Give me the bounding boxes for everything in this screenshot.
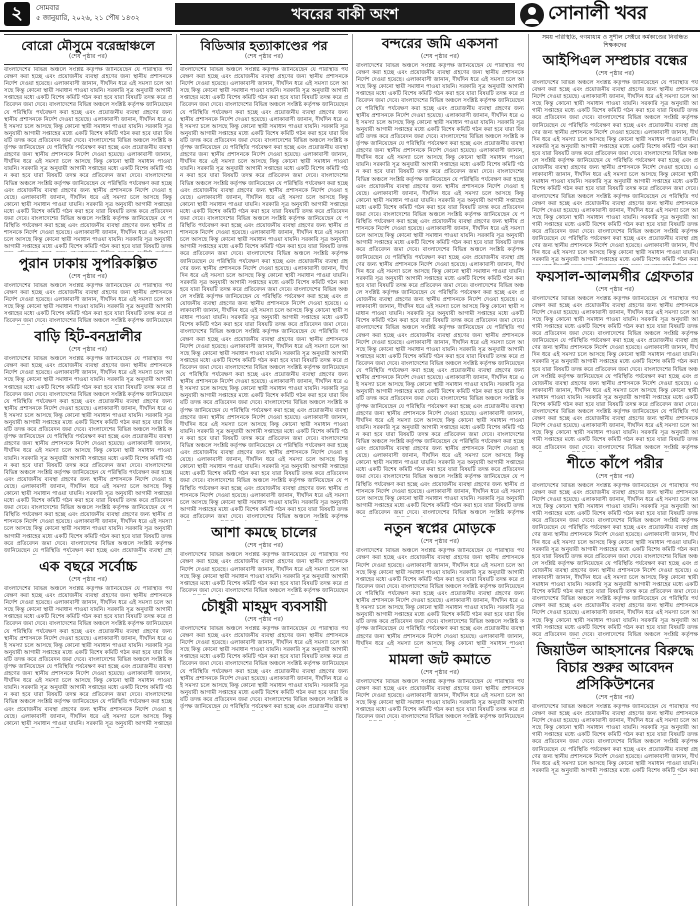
article-kicker: (শেষ পৃষ্ঠার পর) xyxy=(420,668,460,676)
article-notun-shopno xyxy=(356,521,524,647)
column-3 xyxy=(356,34,524,908)
article-title: নতুন স্বপ্নের মোড়কে xyxy=(384,521,496,538)
article-title: আশা কমছে চালের xyxy=(211,525,317,542)
article-mamla xyxy=(356,652,524,722)
article-title: ফয়সাল-আলমগীর গ্রেফতার xyxy=(536,268,694,285)
article-puran-dhaka xyxy=(4,256,172,326)
article-faysal xyxy=(532,269,698,452)
date-block xyxy=(36,3,140,23)
article-ek-bochore xyxy=(4,559,172,728)
article-title: পুরান ঢাকায় সুপরিকল্পিত xyxy=(18,255,158,272)
article-kicker: (শেষ পৃষ্ঠার পর) xyxy=(68,272,108,280)
article-title: বাড়ি হিট-বনদ্রালীর xyxy=(34,329,142,346)
article-body: বাংলাদেশের বিভিন্ন অঞ্চলে সংশ্লিষ্ট কর্তৃপক্ষ জানিয়েছেন যে পরিস্থিতি পর্যবেক্ষণ করা হচ্ছে এবং প্রয়োজনীয় ব্যবস্থা গ্রহণের জন্য স্থানীয় প্রশাসনকে নির্দেশ দেওয়া হয়েছে। এলাকাবাসী জানান, দীর্ঘদিন ধরে এই সমস্যা চলে আসছে কিন্তু কোনো স্থায়ী সমাধান পাওয়া যায়নি। সরকারি সূত্র অনুযায়ী আগামী সপ্তাহের মধ্যে একটি বিশেষ কমিটি গঠন করা হবে যারা বিষয়টি তদন্ত করে প্রতিবেদন জমা দেবে। বাংলাদেশের বিভিন্ন অঞ্চলে সংশ্লিষ্ট কর্তৃপক্ষ জানিয়েছেন যে পরিস্থিতি পর্যবেক্ষণ করা হচ্ছে এবং প্রয়োজনীয় ব্যবস্থা গ্রহণের জন্য স্থানীয় প্রশাসনকে নির্দেশ দেওয়া হয়েছে। এলাকাবাসী জানান, দীর্ঘদিন ধরে এই সমস্যা চলে আসছে কিন্তু কোনো স্থায়ী সমাধান পাওয়া যায়নি। সরকারি সূত্র অনুযায়ী আগামী সপ্তাহের মধ্যে একটি বিশেষ কমিটি গঠন করা হবে যারা বিষয়টি তদন্ত করে প্রতিবেদন জমা দেবে। বাংলাদেশের বিভিন্ন অঞ্চলে সংশ্লিষ্ট কর্তৃপক্ষ জানিয়েছেন যে পরিস্থিতি পর্যবেক্ষণ করা হচ্ছে এবং প্রয়োজনীয় ব্যবস্থা গ্রহণের জন্য স্থানীয় প্রশাসনকে নির্দেশ দেওয়া হয়েছে। এলাকাবাসী জানান, দীর্ঘদিন ধরে এই সমস্যা চলে আসছে কিন্তু কোনো স্থায়ী সমাধান পাওয়া যায়নি। সরকারি সূত্র অনুযায়ী আগামী সপ্তাহের মধ্যে একটি বিশেষ কমিটি গঠন করা হবে যারা বিষয়টি তদন্ত করে প্রতিবেদন জমা দেবে। বাংলাদেশের বিভিন্ন অঞ্চলে সংশ্লিষ্ট কর্তৃপক্ষ জানিয়েছেন যে পরিস্থিতি পর্যবেক্ষণ করা হচ্ছে এবং প্রয়োজনীয় ব্যবস্থা গ্রহণের জন্য স্থানীয় প্রশাসনকে নির্দেশ দেওয়া হয়েছে। এলাকাবাসী জানান, দীর্ঘদিন ধরে এই সমস্যা চলে আসছে কিন্তু কোনো স্থায়ী সমাধান পাওয়া যায়নি। সরকারি সূত্র অনুযায়ী আগামী সপ্তাহের মধ্যে একটি বিশেষ কমিটি গঠন করা হবে যারা বিষয়টি তদন্ত করে প্রতিবেদন জমা দেবে। বাংলাদেশের বিভিন্ন অঞ্চলে সংশ্লিষ্ট কর্তৃপক্ষ xyxy=(532,482,698,638)
article-kicker: (শেষ পৃষ্ঠার পর) xyxy=(244,53,284,60)
article-body: বাংলাদেশের বিভিন্ন অঞ্চলে সংশ্লিষ্ট কর্তৃপক্ষ জানিয়েছেন যে পরিস্থিতি পর্যবেক্ষণ করা হচ্ছে এবং প্রয়োজনীয় ব্যবস্থা গ্রহণের জন্য স্থানীয় প্রশাসনকে নির্দেশ দেওয়া হয়েছে। এলাকাবাসী জানান, দীর্ঘদিন ধরে এই সমস্যা চলে আসছে কিন্তু কোনো স্থায়ী সমাধান পাওয়া যায়নি। সরকারি সূত্র অনুযায়ী আগামী সপ্তাহের মধ্যে একটি বিশেষ কমিটি গঠন করা হবে যারা বিষয়টি তদন্ত করে প্রতিবেদন জমা দেবে। বাংলাদেশের বিভিন্ন অঞ্চলে সংশ্লিষ্ট কর্তৃপক্ষ জানিয়েছেন যে পরিস্থিতি পর্যবেক্ষণ করা হচ্ছে এবং প্রয়োজনীয় ব্যবস্থা গ্রহণের জন্য স্থানীয় প্রশাসনকে নির্দেশ দেওয়া হয়েছে। এলাকাবাসী জানান, দীর্ঘদিন ধরে এই সমস্যা চলে আসছে কিন্তু কোনো স্থায়ী সমাধান পাওয়া যায়নি। সরকারি সূত্র অনুযায়ী আগামী সপ্তাহের মধ্যে একটি বিশেষ কমিটি গঠন করা হবে যারা বিষয়টি তদন্ত করে প্রতিবেদন জমা দেবে। বাংলাদেশের বিভিন্ন অঞ্চলে সংশ্লিষ্ট কর্তৃপক্ষ জানিয়েছেন যে পরিস্থিতি পর্যবেক্ষণ করা হচ্ছে এবং প্রয়োজনীয় ব্যবস্থা গ্রহণের জন্য স্থানীয় প্রশাসনকে নির্দেশ দেওয়া হয়েছে। এলাকাবাসী জানান, দীর্ঘদিন ধরে এই সমস্যা চলে আসছে কিন্তু কোনো স্থায়ী সমাধান পাওয়া যায়নি। সরকারি সূত্র অনুযায়ী আগামী সপ্তাহের মধ্যে একটি বিশেষ কমিটি গঠন করা হবে যারা বিষয়টি তদন্ত করে প্রতিবেদন জমা দেবে। বাংলাদেশের বিভিন্ন অঞ্চলে সংশ্লিষ্ট কর্তৃপক্ষ জানিয়েছেন যে পরিস্থিতি পর্যবেক্ষণ করা হচ্ছে এবং প্রয়োজনীয় ব্যবস্থা গ্রহণের জন্য স্থানীয় প্রশাসনকে নির্দেশ দেওয়া হয়েছে। এলাকাবাসী জানান, দীর্ঘদিন ধরে এই সমস্যা চলে আসছে কিন্তু কোনো স্থায়ী সমাধান পাওয়া যায়নি। সরকারি সূত্র অনুযায়ী আগামী সপ্তাহের xyxy=(4,585,172,727)
masthead xyxy=(0,0,700,30)
column-4 xyxy=(532,34,698,908)
article-kicker: (শেষ পৃষ্ঠার পর) xyxy=(68,53,108,60)
article-body: বাংলাদেশের বিভিন্ন অঞ্চলে সংশ্লিষ্ট কর্তৃপক্ষ জানিয়েছেন যে পরিস্থিতি পর্যবেক্ষণ করা হচ্ছে এবং প্রয়োজনীয় ব্যবস্থা গ্রহণের জন্য স্থানীয় প্রশাসনকে নির্দেশ দেওয়া হয়েছে। এলাকাবাসী জানান, দীর্ঘদিন ধরে এই সমস্যা চলে আসছে কিন্তু কোনো স্থায়ী সমাধান পাওয়া যায়নি। সরকারি সূত্র অনুযায়ী আগামী সপ্তাহের মধ্যে একটি বিশেষ কমিটি গঠন করা হবে যারা বিষয়টি তদন্ত করে প্রতিবেদন জমা দেবে। বাংলাদেশের বিভিন্ন অঞ্চলে সংশ্লিষ্ট কর্তৃপক্ষ জানিয়েছেন xyxy=(4,282,172,325)
column-divider xyxy=(528,34,529,906)
page-number: ২ xyxy=(4,2,30,26)
article-kicker: (শেষ পৃষ্ঠার পর) xyxy=(420,538,460,546)
article-body: বাংলাদেশের বিভিন্ন অঞ্চলে সংশ্লিষ্ট কর্তৃপক্ষ জানিয়েছেন যে পরিস্থিতি পর্যবেক্ষণ করা হচ্ছে এবং প্রয়োজনীয় ব্যবস্থা গ্রহণের জন্য স্থানীয় প্রশাসনকে নির্দেশ দেওয়া হয়েছে। এলাকাবাসী জানান, দীর্ঘদিন ধরে এই সমস্যা চলে আসছে কিন্তু কোনো স্থায়ী সমাধান পাওয়া যায়নি। সরকারি সূত্র অনুযায়ী আগামী সপ্তাহের মধ্যে একটি বিশেষ কমিটি গঠন করা হবে যারা বিষয়টি তদন্ত করে প্রতিবেদন জমা দেবে। বাংলাদেশের বিভিন্ন অঞ্চলে সংশ্লিষ্ট কর্তৃপক্ষ জানিয়েছেন যে পরিস্থিতি পর্যবেক্ষণ করা হচ্ছে এবং প্রয়োজনীয় ব্যবস্থা গ্রহণের জন্য স্থানীয় প্রশাসনকে নির্দেশ দেওয়া হয়েছে। এলাকাবাসী জানান, দীর্ঘদিন ধরে এই সমস্যা চলে আসছে কিন্তু কোনো স্থায়ী সমাধান পাওয়া যায়নি। সরকারি সূত্র অনুযায়ী আগামী সপ্তাহের মধ্যে একটি বিশেষ কমিটি গঠন করা হবে যারা বিষয়টি তদন্ত করে প্রতিবেদন জমা দেবে। বাংলাদেশের বিভিন্ন অঞ্চলে সংশ্লিষ্ট কর্তৃপক্ষ জানিয়েছেন যে পরিস্থিতি পর্যবেক্ষণ করা হচ্ছে এবং প্রয়োজনীয় ব্যবস্থা গ্রহণের জন্য স্থানীয় প্রশাসনকে নির্দেশ দেওয়া হয়েছে। এলাকাবাসী জানান, দীর্ঘদিন ধরে এই সমস্যা চলে আসছে কিন্তু কোনো স্থায়ী সমাধান পাওয়া যায়নি। সরকারি সূত্র অনুযায়ী আগামী সপ্তাহের মধ্যে একটি বিশেষ কমিটি গঠন করা হবে যারা বিষয়টি তদন্ত করে প্রতিবেদন জমা দেবে। বাংলাদেশের বিভিন্ন অঞ্চলে সংশ্লিষ্ট কর্তৃপক্ষ জানিয়েছেন যে পরিস্থিতি পর্যবেক্ষণ করা হচ্ছে এবং প্রয়োজনীয় ব্যবস্থা গ্রহণের জন্য স্থানীয় প্রশাসনকে নির্দেশ দেওয়া হয়েছে। এলাকাবাসী জানান, দীর্ঘদিন ধরে এই সমস্যা চলে আসছে কিন্তু কোনো স্থায়ী সমাধান পাওয়া যায়নি। সরকারি সূত্র অনুযায়ী আগামী সপ্তাহের মধ্যে একটি বিশেষ কমিটি গঠন করা হবে যারা বিষয়টি তদন্ত করে প্রতিবেদন জমা দেবে। বাংলাদেশের বিভিন্ন অঞ্চলে সংশ্লিষ্ট কর্তৃপক্ষ জানিয়েছেন যে পরিস্থিতি পর্যবেক্ষণ করা হচ্ছে এবং প্রয়োজনীয় ব্যবস্থা গ্রহণের জন্য স্থানীয় প্রশাসনকে নির্দেশ দেওয়া হয়েছে। এলাকাবাসী জানান, দীর্ঘদিন ধরে এই সমস্যা চলে আসছে কিন্তু কোনো স্থায়ী সমাধান পাওয়া যায়নি। সরকারি সূত্র অনুযায়ী আগামী সপ্তাহের মধ্যে একটি বিশেষ কমিটি গঠন করা হবে যারা বিষয়টি তদন্ত xyxy=(4,67,172,251)
article-title: বিডিআর হত্যাকাণ্ডের পর xyxy=(200,38,328,53)
article-body: বাংলাদেশের বিভিন্ন অঞ্চলে সংশ্লিষ্ট কর্তৃপক্ষ জানিয়েছেন যে পরিস্থিতি পর্যবেক্ষণ করা হচ্ছে এবং প্রয়োজনীয় ব্যবস্থা গ্রহণের জন্য স্থানীয় প্রশাসনকে নির্দেশ দেওয়া হয়েছে। এলাকাবাসী জানান, দীর্ঘদিন ধরে এই সমস্যা চলে আসছে কিন্তু কোনো স্থায়ী সমাধান পাওয়া যায়নি। সরকারি সূত্র অনুযায়ী আগামী সপ্তাহের মধ্যে একটি বিশেষ কমিটি গঠন করা হবে যারা বিষয়টি তদন্ত করে প্রতিবেদন জমা দেবে। বাংলাদেশের বিভিন্ন অঞ্চলে সংশ্লিষ্ট কর্তৃপক্ষ জানিয়েছেন xyxy=(180,552,348,594)
article-bondor xyxy=(356,36,524,517)
article-title: আইপিএল সম্প্রচার বন্ধের xyxy=(542,53,688,69)
article-title: বোরো মৌসুমে বরেন্দ্রাঞ্চলে xyxy=(21,38,155,53)
column-2 xyxy=(180,34,348,908)
article-bari-hit xyxy=(4,329,172,555)
masthead-rule xyxy=(0,30,700,32)
column-divider xyxy=(352,34,353,906)
article-title: বন্দরের জমি একসনা xyxy=(381,36,499,52)
column-divider xyxy=(176,34,177,906)
person-silhouette-icon xyxy=(520,3,544,27)
article-body: বাংলাদেশের বিভিন্ন অঞ্চলে সংশ্লিষ্ট কর্তৃপক্ষ জানিয়েছেন যে পরিস্থিতি পর্যবেক্ষণ করা হচ্ছে এবং প্রয়োজনীয় ব্যবস্থা গ্রহণের জন্য স্থানীয় প্রশাসনকে নির্দেশ দেওয়া হয়েছে। এলাকাবাসী জানান, দীর্ঘদিন ধরে এই সমস্যা চলে আসছে কিন্তু কোনো স্থায়ী সমাধান পাওয়া যায়নি। সরকারি সূত্র অনুযায়ী আগামী সপ্তাহের মধ্যে একটি বিশেষ কমিটি গঠন করা হবে যারা বিষয়টি তদন্ত করে প্রতিবেদন জমা দেবে। বাংলাদেশের বিভিন্ন অঞ্চলে সংশ্লিষ্ট কর্তৃপক্ষ জানিয়েছেন যে পরিস্থিতি পর্যবেক্ষণ করা হচ্ছে এবং প্রয়োজনীয় ব্যবস্থা গ্রহণের জন্য স্থানীয় প্রশাসনকে নির্দেশ দেওয়া হয়েছে। এলাকাবাসী জানান, দীর্ঘদিন ধরে এই সমস্যা চলে আসছে কিন্তু কোনো স্থায়ী সমাধান পাওয়া যায়নি। সরকারি সূত্র অনুযায়ী আগামী সপ্তাহের মধ্যে একটি বিশেষ কমিটি গঠন করা হবে যারা বিষয়টি তদন্ত করে প্রতিবেদন জমা দেবে। বাংলাদেশের বিভিন্ন অঞ্চলে সংশ্লিষ্ট কর্তৃপক্ষ জানিয়েছেন যে পরিস্থিতি পর্যবেক্ষণ করা হচ্ছে এবং প্রয়োজনীয় ব্যবস্থা গ্রহণের জন্য স্থানীয় প্রশাসনকে নির্দেশ দেওয়া হয়েছে। এলাকাবাসী জানান, দীর্ঘদিন ধরে এই সমস্যা চলে আসছে কিন্তু কোনো স্থায়ী সমাধান পাওয়া যায়নি। সরকারি সূত্র অনুযায়ী আগামী সপ্তাহের মধ্যে একটি বিশেষ কমিটি গঠন করা হবে যারা বিষয়টি তদন্ত করে প্রতিবেদন জমা দেবে। বাংলাদেশের বিভিন্ন অঞ্চলে সংশ্লিষ্ট কর্তৃপক্ষ জানিয়েছেন যে পরিস্থিতি পর্যবেক্ষণ করা হচ্ছে এবং প্রয়োজনীয় ব্যবস্থা গ্রহণের জন্য স্থানীয় প্রশাসনকে নির্দেশ দেওয়া হয়েছে। এলাকাবাসী জানান, দীর্ঘদিন ধরে এই সমস্যা চলে আসছে কিন্তু কোনো স্থায়ী সমাধান পাওয়া যায়নি। সরকারি সূত্র অনুযায়ী আগামী সপ্তাহের মধ্যে একটি বিশেষ কমিটি গঠন করা হবে যারা বিষয়টি তদন্ত করে প্রতিবেদন জমা দেবে। বাংলাদেশের বিভিন্ন অঞ্চলে সংশ্লিষ্ট কর্তৃপক্ষ জানিয়েছেন যে পরিস্থিতি পর্যবেক্ষণ করা হচ্ছে এবং প্রয়োজনীয় ব্যবস্থা গ্রহণের জন্য স্থানীয় প্রশাসনকে নির্দেশ দেওয়া হয়েছে। এলাকাবাসী জানান, দীর্ঘদিন ধরে এই সমস্যা চলে আসছে কিন্তু কোনো স্থায়ী সমাধান পাওয়া যায়নি। সরকারি সূত্র অনুযায়ী আগামী সপ্তাহের মধ্যে একটি বিশেষ কমিটি গঠন করা হবে যারা বিষয়টি তদন্ত করে প্রতিবেদন জমা দেবে। বাংলাদেশের বিভিন্ন অঞ্চলে সংশ্লিষ্ট কর্তৃপক্ষ জানিয়েছেন যে পরিস্থিতি পর্যবেক্ষণ করা হচ্ছে এবং প্রয়োজনীয় ব্যবস্থা গ্রহ xyxy=(4,356,172,554)
article-body: বাংলাদেশের বিভিন্ন অঞ্চলে সংশ্লিষ্ট কর্তৃপক্ষ জানিয়েছেন যে পরিস্থিতি পর্যবেক্ষণ করা হচ্ছে এবং প্রয়োজনীয় ব্যবস্থা গ্রহণের জন্য স্থানীয় প্রশাসনকে নির্দেশ দেওয়া হয়েছে। এলাকাবাসী জানান, দীর্ঘদিন ধরে এই সমস্যা চলে আসছে কিন্তু কোনো স্থায়ী সমাধান পাওয়া যায়নি। সরকারি সূত্র অনুযায়ী আগামী সপ্তাহের মধ্যে একটি বিশেষ কমিটি গঠন করা হবে যারা বিষয়টি তদন্ত করে প্রতিবেদন জমা দেবে। বাংলাদেশের বিভিন্ন অঞ্চলে সংশ্লিষ্ট কর্তৃপক্ষ জানিয়েছেন যে পরিস্থিতি পর্যবেক্ষণ করা হচ্ছে এবং প্রয়োজনীয় ব্যবস্থা গ্রহণের জন্য স্থানীয় প্রশাসনকে নির্দেশ দেওয়া হয়েছে। এলাকাবাসী জানান, দীর্ঘদিন ধরে এই সমস্যা চলে আসছে কিন্তু কোনো স্থায়ী সমাধান পাওয়া যায়নি। সরকারি সূত্র অনুযায়ী আগামী সপ্তাহের মধ্যে একটি বিশেষ কমিটি গঠন করা হবে যারা বিষয়টি তদন্ত করে প্রতিবেদন জমা দেবে। বাংলাদেশের বিভিন্ন অঞ্চলে সংশ্লিষ্ট কর্তৃপক্ষ জানিয়েছেন যে পরিস্থিতি পর্যবেক্ষণ করা হচ্ছে এবং প্রয়োজনীয় ব্যবস্থা গ্রহণের জন্য স্থানীয় প্রশাসনকে নির্দেশ দেওয়া হয়েছে। এলাকাবাসী জানান, দীর্ঘদিন ধরে এই সমস্যা চলে আসছে কিন্তু কোনো স্থায়ী সমাধান পাওয়া যায়নি। সরকারি সূত্র অনুযায়ী আগামী সপ্তাহের মধ্যে একটি বিশেষ কমিটি গঠন করা হবে যারা বিষয়টি তদন্ত করে প্রতিবেদন জমা দেবে। বাংলাদেশের বিভিন্ন অঞ্চলে সংশ্লিষ্ট কর্তৃপক্ষ জানিয়েছেন যে পরিস্থিতি পর্যবেক্ষণ করা হচ্ছে এবং প্রয়োজনীয় ব্যবস্থা গ্রহণের জন্য স্থানীয় প্রশাসনকে নির্দেশ দেওয়া হয়েছে। এলাকাবাসী জানান, দীর্ঘদিন ধরে এই সমস্যা চলে আসছে কিন্তু কোনো স্থায়ী সমাধান পাওয়া যায়নি। সরকারি সূত্র অনুযায়ী আগামী সপ্তাহের মধ্যে একটি বিশেষ কমিটি গঠন করা হবে যারা বিষয়টি তদন্ত করে প্রতিবেদন জমা দেবে। বাংলাদেশের বিভিন্ন অঞ্চলে সংশ্লিষ্ট কর্তৃপক্ষ জানিয়েছেন যে পরিস্থিতি পর্যবেক্ষণ করা হচ্ছে এবং প্রয়োজনীয় ব্যবস্থা গ্রহণের জন্য স্থানীয় প্রশাসনকে নির্দেশ দেওয়া হয়েছে। এলাকাবাসী জানান, দীর্ঘদিন ধরে এই সমস্যা চলে আসছে কিন্তু কোনো স্থায়ী সমাধান পাওয়া যায়নি। সরকারি সূত্র অনুযায়ী আগামী সপ্তাহের মধ্যে একটি বিশেষ কমিটি গঠন করা হবে যারা বিষয়টি তদন্ত করে প্রতিবেদন জমা দেবে। বাংলাদেশের বিভিন্ন অঞ্চলে সংশ্লিষ্ট কর্তৃপক্ষ জানিয়েছেন যে পরিস্থিতি পর্যবেক্ষণ করা হচ্ছে এবং প্রয়োজনীয় ব্যবস্থা গ্রহণের জন্য স্থানীয় প্রশাসনকে নির্দেশ দেওয়া হয়েছে। এলাকাবাসী জানান, দীর্ঘদিন ধরে এই সমস্যা চলে আসছে কিন্তু কোনো স্থায়ী সমাধান পাওয়া যায়নি। সরকারি সূত্র অনুযায়ী আগামী সপ্তাহের মধ্যে একটি বিশেষ কমিটি গঠন করা হবে যারা বিষয়টি তদন্ত করে প্রতিবেদন জমা দেবে। বাংলাদেশের বিভিন্ন অঞ্চলে সংশ্লিষ্ট কর্তৃপক্ষ জানিয়েছেন যে পরিস্থিতি পর্যবেক্ষণ করা হচ্ছে এবং প্রয়োজনীয় ব্যবস্থা গ্রহণের জন্য স্থানীয় প্রশাসনকে নির্দেশ দেওয়া হয়েছে। এলাকাবাসী জানান, দীর্ঘদিন ধরে এই সমস্যা চলে আসছে কিন্তু কোনো স্থায়ী সমাধান পাওয়া যায়নি। সরকারি সূত্র অনুযায়ী আগামী সপ্তাহের মধ্যে একটি বিশেষ কমিটি গঠন করা হবে যারা বিষয়টি তদন্ত করে প্রতিবেদন জমা দেবে। বাংলাদেশের বিভিন্ন অঞ্চলে সংশ্লিষ্ট কর্তৃপক্ষ জানিয়েছেন যে পরিস্থিতি পর্যবেক্ষণ করা হচ্ছে এবং প্রয়োজনীয় ব্যবস্থা গ্রহণের জন্য স্থানীয় প্রশাসনকে নির্দেশ দেওয়া হয়েছে। এলাকাবাসী জানান, দীর্ঘদিন ধরে এই সমস্যা চলে আসছে কিন্তু কোনো স্থায়ী সমাধান পাওয়া যায়নি। সরকারি সূত্র অনুযায়ী আগামী সপ্তাহের মধ্যে একটি বিশেষ কমিটি গঠন করা হবে যারা বিষয়টি তদন্ত করে প্রতিবেদন জমা দেবে। বাংলাদেশের বিভিন্ন অঞ্চলে সংশ্লিষ্ট কর্তৃপক্ষ জানিয়েছেন যে পরিস্থিতি পর্যবেক্ষণ করা হচ্ছে এবং প্রয়োজনীয় ব্যবস্থা গ্রহণের জন্য স্থানীয় প্রশাসনকে নির্দেশ দেওয়া হয়েছে। এলাকাবাসী জানান, দীর্ঘদিন ধরে এই সমস্যা চলে আসছে কিন্তু কোনো স্থায়ী সমাধান পাওয়া যায়নি। সরকারি সূত্র অনুযায়ী আগামী সপ্তাহের মধ্যে একটি বিশেষ কমিটি গঠন করা হবে যারা বিষয়টি তদন্ত করে প্রতিবেদন জমা দেবে। বাংলাদেশের বিভিন্ন অঞ্চলে সংশ্লিষ্ট কর্তৃপক্ষ জানিয়েছেন যে পরিস্থিতি পর্যবেক্ষণ করা হচ্ছে এবং প্রয়োজনীয় ব্যবস্থা গ্রহণের জন্য স্থানীয় প্রশাসনকে নির্দেশ দেওয়া হয়েছে। এলাকাবাসী জানান, দীর্ঘদিন ধরে এই সমস্যা চলে আসছে কিন্তু কোনো স্থায়ী সমাধান পাওয়া যায়নি। সরকারি সূত্র অনুযায়ী আগামী সপ্তাহের মধ্যে একটি বিশেষ কমিটি গঠন করা হবে যারা বিষয়টি তদন্ত করে প্রতিবেদন জমা দেবে। বাংলাদেশের বিভিন্ন অঞ্চলে সংশ্লিষ্ট কর্তৃপক্ষ জানিয়েছেন যে পরিস্থিতি পর্যবেক্ষণ করা হচ্ছে এবং প্রয়োজনীয় ব্যবস্থা গ্রহণের জন্য স্থানীয় প্রশাসনকে নির্দেশ দেওয়া হয়েছে। এলাকাবাসী জানান, দীর্ঘদিন ধরে এই সমস্যা চলে আসছে কিন্তু কোনো স্থায়ী সমাধান পাওয়া যায়নি। সরকারি সূত্র অনুযায়ী আগামী সপ্তাহের মধ্যে একটি বিশেষ কমিটি গঠন করা হবে যারা বিষয়টি তদন্ত করে প্রতিবেদন জমা দেবে। বাংলাদেশের বিভিন্ন অঞ্চলে সংশ্লিষ্ট কর্তৃপক্ষ জানিয়েছেন যে পরিস্থিতি পর্যবেক্ষণ করা হচ্ছে এবং প্রয়োজনীয় ব্যবস্থা গ্রহণের জন্য স্থানীয় প্রশাসনকে নির্দেশ দেওয়া হয়েছে। এলাকাবাসী জানান, দীর্ঘদিন ধরে এই সমস্যা চলে আসছে কিন্তু কোনো স্থায়ী সমাধান পাওয়া যায়নি। সরকারি সূত্র অনুযায়ী আগামী সপ্তাহের মধ্যে একটি বিশেষ কমিটি গঠন করা হবে যারা বিষয়টি তদন্ত করে প্রতিবেদন জমা দেবে। বাংলাদেশের বিভিন্ন অঞ্চলে সংশ্লিষ্ট কর্তৃপক্ষ xyxy=(356,63,524,516)
article-title: এক বছরে সর্বোচ্চ xyxy=(39,558,137,575)
article-bdr xyxy=(180,34,348,521)
article-ipl xyxy=(532,53,698,265)
article-body: বাংলাদেশের বিভিন্ন অঞ্চলে সংশ্লিষ্ট কর্তৃপক্ষ জানিয়েছেন যে পরিস্থিতি পর্যবেক্ষণ করা হচ্ছে এবং প্রয়োজনীয় ব্যবস্থা গ্রহণের জন্য স্থানীয় প্রশাসনকে নির্দেশ দেওয়া হয়েছে। এলাকাবাসী জানান, দীর্ঘদিন ধরে এই সমস্যা চলে আসছে কিন্তু কোনো স্থায়ী সমাধান পাওয়া যায়নি। সরকারি সূত্র অনুযায়ী আগামী সপ্তাহের মধ্যে একটি বিশেষ কমিটি গঠন করা হবে যারা বিষয়টি তদন্ত করে প্রতিবেদন জমা দেবে। বাংলাদেশের বিভিন্ন অঞ্চলে সংশ্লিষ্ট কর্তৃপক্ষ জানিয়েছেন যে পরিস্থিতি পর্যবেক্ষণ করা হচ্ছে এবং প্রয়োজনীয় ব্যবস্থা গ্রহণের জন্য স্থানীয় প্রশাসনকে নির্দেশ দেওয়া হয়েছে। এলাকাবাসী জানান, দীর্ঘদিন ধরে এই সমস্যা চলে আসছে কিন্তু কোনো স্থায়ী সমাধান পাওয়া যায়নি। সরকারি সূত্র অনুযায়ী আগামী সপ্তাহের মধ্যে একটি বিশেষ কমিটি গঠন করা xyxy=(532,703,698,774)
article-kicker: (শেষ পৃষ্ঠার পর) xyxy=(595,285,635,293)
article-title: মামলা জট কমাতে xyxy=(389,651,491,668)
column-intro: সময় পরিস্থিতি, গণমাধ্যম ও সুশীল সেক্টরে কর্মকাণ্ডের নিবন্ধিত শিক্ষকদের xyxy=(542,34,688,49)
logo-text: সোনালী খবর xyxy=(548,1,647,24)
article-kicker: (শেষ পৃষ্ঠার পর) xyxy=(68,575,108,583)
column-1 xyxy=(4,34,172,908)
article-shite xyxy=(532,456,698,639)
article-body: বাংলাদেশের বিভিন্ন অঞ্চলে সংশ্লিষ্ট কর্তৃপক্ষ জানিয়েছেন যে পরিস্থিতি পর্যবেক্ষণ করা হচ্ছে এবং প্রয়োজনীয় ব্যবস্থা গ্রহণের জন্য স্থানীয় প্রশাসনকে নির্দেশ দেওয়া হয়েছে। এলাকাবাসী জানান, দীর্ঘদিন ধরে এই সমস্যা চলে আসছে কিন্তু কোনো স্থায়ী সমাধান পাওয়া যায়নি। সরকারি সূত্র অনুযায়ী আগামী সপ্তাহের মধ্যে একটি বিশেষ কমিটি গঠন করা হবে যারা বিষয়টি তদন্ত করে প্রতিবেদন জমা দেবে। বাংলাদেশের বিভিন্ন অঞ্চলে সংশ্লিষ্ট কর্তৃপক্ষ জানিয়েছেন যে পরিস্থিতি পর্যবেক্ষণ করা হচ্ছে এবং প্রয়োজনীয় ব্যবস্থা গ্রহণের জন্য স্থানীয় প্রশাসনকে নির্দেশ দেওয়া হয়েছে। এলাকাবাসী জানান, দীর্ঘদিন ধরে এই সমস্যা চলে আসছে কিন্তু কোনো স্থায়ী সমাধান পাওয়া যায়নি। সরকারি সূত্র অনুযায়ী আগামী সপ্তাহের মধ্যে একটি বিশেষ কমিটি গঠন করা হবে যারা বিষয়টি তদন্ত করে প্রতিবেদন জমা দেবে। বাংলাদেশের বিভিন্ন অঞ্চলে সংশ্লিষ্ট কর্তৃপক্ষ জানিয়েছেন যে পরিস্থিতি পর্যবেক্ষণ করা হচ্ছে এবং প্রয়োজনীয় ব্যবস্থা xyxy=(180,625,348,711)
article-kicker: (শেষ পৃষ্ঠার পর) xyxy=(595,472,635,480)
article-ziaul xyxy=(532,643,698,775)
article-kicker: (শেষ পৃষ্ঠার পর) xyxy=(420,53,460,60)
article-body: বাংলাদেশের বিভিন্ন অঞ্চলে সংশ্লিষ্ট কর্তৃপক্ষ জানিয়েছেন যে পরিস্থিতি পর্যবেক্ষণ করা হচ্ছে এবং প্রয়োজনীয় ব্যবস্থা গ্রহণের জন্য স্থানীয় প্রশাসনকে নির্দেশ দেওয়া হয়েছে। এলাকাবাসী জানান, দীর্ঘদিন ধরে এই সমস্যা চলে আসছে কিন্তু কোনো স্থায়ী সমাধান পাওয়া যায়নি। সরকারি সূত্র অনুযায়ী আগামী সপ্তাহের মধ্যে একটি বিশেষ কমিটি গঠন করা হবে যারা বিষয়টি তদন্ত করে প্রতিবেদন জমা দেবে। বাংলাদেশের বিভিন্ন অঞ্চলে সংশ্লিষ্ট কর্তৃপক্ষ জানিয়েছেন যে পরিস্থিতি পর্যবেক্ষণ করা হচ্ছে এবং প্রয়োজনীয় ব্যবস্থা গ্রহণের জন্য স্থানীয় প্রশাসনকে নির্দেশ দেওয়া হয়েছে। এলাকাবাসী জানান, দীর্ঘদিন ধরে এই সমস্যা চলে আসছে কিন্তু কোনো স্থায়ী সমাধান পাওয়া যায়নি। সরকারি সূত্র অনুযায়ী আগামী সপ্তাহের মধ্যে একটি বিশেষ কমিটি গঠন করা হবে যারা বিষয়টি তদন্ত করে প্রতিবেদন জমা দেবে। বাংলাদেশের বিভিন্ন অঞ্চলে সংশ্লিষ্ট কর্তৃপক্ষ জানিয়েছেন যে পরিস্থিতি পর্যবেক্ষণ করা হচ্ছে এবং প্রয়োজনীয় ব্যবস্থা গ্রহণের জন্য স্থানীয় প্রশাসনকে নির্দেশ দেওয়া হয়েছে। এলাকাবাসী জানান, দীর্ঘদিন ধরে এই সমস্যা চলে আসছে কিন্তু কোনো স্থায়ী সমাধান পাওয়া xyxy=(356,548,524,647)
article-kicker: (শেষ পৃষ্ঠার পর) xyxy=(595,70,635,77)
newspaper-logo xyxy=(520,2,696,27)
article-body: বাংলাদেশের বিভিন্ন অঞ্চলে সংশ্লিষ্ট কর্তৃপক্ষ জানিয়েছেন যে পরিস্থিতি পর্যবেক্ষণ করা হচ্ছে এবং প্রয়োজনীয় ব্যবস্থা গ্রহণের জন্য স্থানীয় প্রশাসনকে নির্দেশ দেওয়া হয়েছে। এলাকাবাসী জানান, দীর্ঘদিন ধরে এই সমস্যা চলে আসছে কিন্তু কোনো স্থায়ী সমাধান পাওয়া যায়নি। সরকারি সূত্র অনুযায়ী আগামী সপ্তাহের মধ্যে একটি বিশেষ কমিটি গঠন করা হবে যারা বিষয়টি তদন্ত করে প্রতিবেদন জমা দেবে। বাংলাদেশের বিভিন্ন অঞ্চলে সংশ্লিষ্ট কর্তৃপক্ষ জানিয়েছেন যে পরিস্থিতি পর্যবেক্ষণ করা হচ্ছে এবং প্রয়োজনীয় ব্যবস্থা গ্রহণের জন্য স্থানীয় প্রশাসনকে নির্দেশ দেওয়া হয়েছে। এলাকাবাসী জানান, দীর্ঘদিন ধরে এই সমস্যা চলে আসছে কিন্তু কোনো স্থায়ী সমাধান পাওয়া যায়নি। সরকারি সূত্র অনুযায়ী আগামী সপ্তাহের মধ্যে একটি বিশেষ কমিটি গঠন করা হবে যারা বিষয়টি তদন্ত করে প্রতিবেদন জমা দেবে। বাংলাদেশের বিভিন্ন অঞ্চলে সংশ্লিষ্ট কর্তৃপক্ষ জানিয়েছেন যে পরিস্থিতি পর্যবেক্ষণ করা হচ্ছে এবং প্রয়োজনীয় ব্যবস্থা গ্রহণের জন্য স্থানীয় প্রশাসনকে নির্দেশ দেওয়া হয়েছে। এলাকাবাসী জানান, দীর্ঘদিন ধরে এই সমস্যা চলে আসছে কিন্তু কোনো স্থায়ী সমাধান পাওয়া যায়নি। সরকারি সূত্র অনুযায়ী আগামী সপ্তাহের মধ্যে একটি বিশেষ কমিটি গঠন করা হবে যারা বিষয়টি তদন্ত করে প্রতিবেদন জমা দেবে। বাংলাদেশের বিভিন্ন অঞ্চলে সংশ্লিষ্ট কর্তৃপক্ষ জানিয়েছেন যে পরিস্থিতি পর্যবেক্ষণ করা হচ্ছে এবং প্রয়োজনীয় ব্যবস্থা গ্রহণের জন্য স্থানীয় প্রশাসনকে নির্দেশ দেওয়া হয়েছে। এলাকাবাসী জানান, দীর্ঘদিন ধরে এই সমস্যা চলে আসছে কিন্তু কোনো স্থায়ী সমাধান পাওয়া যায়নি। সরকারি সূত্র অনুযায়ী আগামী সপ্তাহের মধ্যে একটি বিশেষ কমিটি গঠন করা হবে যারা বিষয়টি তদন্ত করে প্রতিবেদন জমা দেবে। বাংলাদেশের বিভিন্ন অঞ্চলে সংশ্লিষ্ট কর্তৃপক্ষ xyxy=(532,295,698,451)
article-body: বাংলাদেশের বিভিন্ন অঞ্চলে সংশ্লিষ্ট কর্তৃপক্ষ জানিয়েছেন যে পরিস্থিতি পর্যবেক্ষণ করা হচ্ছে এবং প্রয়োজনীয় ব্যবস্থা গ্রহণের জন্য স্থানীয় প্রশাসনকে নির্দেশ দেওয়া হয়েছে। এলাকাবাসী জানান, দীর্ঘদিন ধরে এই সমস্যা চলে আসছে কিন্তু কোনো স্থায়ী সমাধান পাওয়া যায়নি। সরকারি সূত্র অনুযায়ী আগামী সপ্তাহের মধ্যে একটি বিশেষ কমিটি গঠন করা হবে যারা বিষয়টি তদন্ত করে প্রতিবেদন জমা দেবে। বাংলাদেশের বিভিন্ন অঞ্চলে সংশ্লিষ্ট কর্তৃপক্ষ জানিয়েছেন যে পরিস্থিতি পর্যবেক্ষণ করা হচ্ছে এবং প্রয়োজনীয় ব্যবস্থা গ্রহণের জন্য স্থানীয় প্রশাসনকে নির্দেশ দেওয়া হয়েছে। এলাকাবাসী জানান, দীর্ঘদিন ধরে এই সমস্যা চলে আসছে কিন্তু কোনো স্থায়ী সমাধান পাওয়া যায়নি। সরকারি সূত্র অনুযায়ী আগামী সপ্তাহের মধ্যে একটি বিশেষ কমিটি গঠন করা হবে যারা বিষয়টি তদন্ত করে প্রতিবেদন জমা দেবে। বাংলাদেশের বিভিন্ন অঞ্চলে সংশ্লিষ্ট কর্তৃপক্ষ জানিয়েছেন যে পরিস্থিতি পর্যবেক্ষণ করা হচ্ছে এবং প্রয়োজনীয় ব্যবস্থা গ্রহণের জন্য স্থানীয় প্রশাসনকে নির্দেশ দেওয়া হয়েছে। এলাকাবাসী জানান, দীর্ঘদিন ধরে এই সমস্যা চলে আসছে কিন্তু কোনো স্থায়ী সমাধান পাওয়া যায়নি। সরকারি সূত্র অনুযায়ী আগামী সপ্তাহের মধ্যে একটি বিশেষ কমিটি গঠন করা হবে যারা বিষয়টি তদন্ত করে প্রতিবেদন জমা দেবে। বাংলাদেশের বিভিন্ন অঞ্চলে সংশ্লিষ্ট কর্তৃপক্ষ জানিয়েছেন যে পরিস্থিতি পর্যবেক্ষণ করা হচ্ছে এবং প্রয়োজনীয় ব্যবস্থা গ্রহণের জন্য স্থানীয় প্রশাসনকে নির্দেশ দেওয়া হয়েছে। এলাকাবাসী জানান, দীর্ঘদিন ধরে এই সমস্যা চলে আসছে কিন্তু কোনো স্থায়ী সমাধান পাওয়া যায়নি। সরকারি সূত্র অনুযায়ী আগামী সপ্তাহের মধ্যে একটি বিশেষ কমিটি গঠন করা হবে যারা বিষয়টি তদন্ত করে প্রতিবেদন জমা দেবে। বাংলাদেশের বিভিন্ন অঞ্চলে সংশ্লিষ্ট কর্তৃপক্ষ জানিয়েছেন যে পরিস্থিতি পর্যবেক্ষণ করা হচ্ছে এবং প্রয়োজনীয় ব্যবস্থা গ্রহণের জন্য স্থানীয় প্রশাসনকে নির্দেশ দেওয়া হয়েছে। এলাকাবাসী জানান, দীর্ঘদিন ধরে এই সমস্যা চলে আসছে কিন্তু কোনো স্থায়ী সমাধান পাওয়া যায়নি। সরকারি সূত্র অনুযায়ী আগামী সপ্তাহের মধ্যে একটি বিশেষ কমিটি গঠন করা হবে যারা বিষয়টি তদন্ত করে প্রতিবেদন জমা দেবে। বাংলাদেশের বিভিন্ন অঞ্চলে সংশ্লিষ্ট কর্তৃপক্ষ জানিয়েছেন যে পরিস্থিতি পর্যবেক্ষণ করা হচ্ছে এবং প্রয়োজনীয় ব্যবস্থা গ্রহণের জন্য স্থানীয় প্রশাসনকে নির্দেশ দেওয়া হয়েছে। এলাকাবাসী জানান, দীর্ঘদিন ধরে এই সমস্যা চলে আসছে কিন্তু কোনো স্থায়ী সমাধান পাওয়া যায়নি। সরকারি সূত্র অনুযায়ী আগামী সপ্তাহের মধ্যে একটি বিশেষ কমিটি গঠন করা হবে যারা বিষয়টি তদন্ত করে প্রতিবেদন জমা দেবে। বাংলাদেশের বিভিন্ন অঞ্চলে সংশ্লিষ্ট কর্তৃপক্ষ জানিয়েছেন যে পরিস্থিতি পর্যবেক্ষণ করা হচ্ছে এবং প্রয়োজনীয় ব্যবস্থা গ্রহণের জন্য স্থানীয় প্রশাসনকে নির্দেশ দেওয়া হয়েছে। এলাকাবাসী জানান, দীর্ঘদিন ধরে এই সমস্যা চলে আসছে কিন্তু কোনো স্থায়ী সমাধান পাওয়া যায়নি। সরকারি সূত্র অনুযায়ী আগামী সপ্তাহের মধ্যে একটি বিশেষ কমিটি গঠন করা হবে যারা বিষয়টি তদন্ত করে প্রতিবেদন জমা দেবে। বাংলাদেশের বিভিন্ন অঞ্চলে সংশ্লিষ্ট কর্তৃপক্ষ জানিয়েছেন যে পরিস্থিতি পর্যবেক্ষণ করা হচ্ছে এবং প্রয়োজনীয় ব্যবস্থা গ্রহণের জন্য স্থানীয় প্রশাসনকে নির্দেশ দেওয়া হয়েছে। এলাকাবাসী জানান, দীর্ঘদিন ধরে এই সমস্যা চলে আসছে কিন্তু কোনো স্থায়ী সমাধান পাওয়া যায়নি। সরকারি সূত্র অনুযায়ী আগামী সপ্তাহের মধ্যে একটি বিশেষ কমিটি গঠন করা হবে যারা বিষয়টি তদন্ত করে প্রতিবেদন জমা দেবে। বাংলাদেশের বিভিন্ন অঞ্চলে সংশ্লিষ্ট কর্তৃপক্ষ জানিয়েছেন যে পরিস্থিতি পর্যবেক্ষণ করা হচ্ছে এবং প্রয়োজনীয় ব্যবস্থা গ্রহণের জন্য স্থানীয় প্রশাসনকে নির্দেশ দেওয়া হয়েছে। এলাকাবাসী জানান, দীর্ঘদিন ধরে এই সমস্যা চলে আসছে কিন্তু কোনো স্থায়ী সমাধান পাওয়া যায়নি। সরকারি সূত্র অনুযায়ী আগামী সপ্তাহের মধ্যে একটি বিশেষ কমিটি গঠন করা হবে যারা বিষয়টি তদন্ত করে প্রতিবেদন জমা দেবে। বাংলাদেশের বিভিন্ন অঞ্চলে সংশ্লিষ্ট কর্তৃপক্ষ জানিয়েছেন যে পরিস্থিতি পর্যবেক্ষণ করা হচ্ছে এবং প্রয়োজনীয় ব্যবস্থা গ্রহণের জন্য স্থানীয় প্রশাসনকে নির্দেশ দেওয়া হয়েছে। এলাকাবাসী জানান, দীর্ঘদিন ধরে এই সমস্যা চলে আসছে কিন্তু কোনো স্থায়ী সমাধান পাওয়া যায়নি। সরকারি সূত্র অনুযায়ী আগামী সপ্তাহের মধ্যে একটি বিশেষ কমিটি গঠন করা হবে যারা বিষয়টি তদন্ত করে প্রতিবেদন জমা দেবে। বাংলাদেশের বিভিন্ন অঞ্চলে সংশ্লিষ্ট কর্তৃপক্ষ জানিয়েছেন যে পরিস্থিতি পর্যবেক্ষণ করা হচ্ছে এবং প্রয়োজনীয় ব্যবস্থা গ্রহণের জন্য স্থানীয় প্রশাসনকে নির্দেশ দেওয়া হয়েছে। এলাকাবাসী জানান, দীর্ঘদিন ধরে এই সমস্যা চলে আসছে কিন্তু কোনো স্থায়ী সমাধান পাওয়া যায়নি। সরকারি সূত্র অনুযায়ী আগামী সপ্তাহের মধ্যে একটি বিশেষ কমিটি গঠন করা হবে যারা বিষয়টি তদন্ত করে প্রতিবেদন জমা দেবে। বাংলাদেশের বিভিন্ন অঞ্চলে সংশ্লিষ্ট কর্তৃপক্ষ জানিয়েছেন যে পরিস্থিতি পর্যবেক্ষণ করা হচ্ছে এবং প্রয়োজনীয় ব্যবস্থা গ্রহণের জন্য স্থানীয় প্রশাসনকে নির্দেশ দেওয়া হয়েছে। এলাকাবাসী জানান, দীর্ঘদিন ধরে এই সমস্যা চলে আসছে কিন্তু কোনো স্থায়ী সমাধান পাওয়া যায়নি। সরকারি সূত্র অনুযায়ী আগামী সপ্তাহের মধ্যে একটি বিশেষ কমিটি গঠন করা হবে যারা বিষয়টি তদন্ত করে প্রতিবেদন জমা দেবে। বাংলাদেশের বিভিন্ন অঞ্চলে সংশ্লিষ্ট কর্তৃপক্ষ xyxy=(180,67,348,520)
section-banner: খবরের বাকী অংশ xyxy=(175,3,515,25)
article-kicker: (শেষ পৃষ্ঠার পর) xyxy=(244,542,284,550)
article-title: চৌধুরী মাহমুদ ব্যবসায়ী xyxy=(200,598,328,615)
article-kicker: (শেষ পৃষ্ঠার পর) xyxy=(244,615,284,623)
article-kicker: (শেষ পৃষ্ঠার পর) xyxy=(595,693,635,701)
article-title: জিয়াউল আহসানের বিরুদ্ধে বিচার শুরুর আবেদন প্রসিকিউশনের xyxy=(536,642,694,693)
article-boro xyxy=(4,34,172,252)
day-label: সোমবার xyxy=(36,4,60,12)
article-chowdhury xyxy=(180,599,348,711)
article-body: বাংলাদেশের বিভিন্ন অঞ্চলে সংশ্লিষ্ট কর্তৃপক্ষ জানিয়েছেন যে পরিস্থিতি পর্যবেক্ষণ করা হচ্ছে এবং প্রয়োজনীয় ব্যবস্থা গ্রহণের জন্য স্থানীয় প্রশাসনকে নির্দেশ দেওয়া হয়েছে। এলাকাবাসী জানান, দীর্ঘদিন ধরে এই সমস্যা চলে আসছে কিন্তু কোনো স্থায়ী সমাধান পাওয়া যায়নি। সরকারি সূত্র অনুযায়ী আগামী সপ্তাহের মধ্যে একটি বিশেষ কমিটি গঠন করা হবে যারা বিষয়টি তদন্ত করে প্রতিবেদন জমা দেবে। বাংলাদেশের বিভিন্ন অঞ্চলে সংশ্লিষ্ট কর্তৃপক্ষ জানিয়েছেন যে পরিস্থিতি পর্যবেক্ষণ করা হচ্ছে এবং প্রয়োজনীয় ব্যবস্থা গ্রহণের জন্য স্থানীয় প্রশাসনকে নির্দেশ দেওয়া হয়েছে। এলাকাবাসী জানান, দীর্ঘদিন ধরে এই সমস্যা চলে আসছে কিন্তু কোনো স্থায়ী সমাধান পাওয়া যায়নি। সরকারি সূত্র অনুযায়ী আগামী সপ্তাহের মধ্যে একটি বিশেষ কমিটি গঠন করা হবে যারা বিষয়টি তদন্ত করে প্রতিবেদন জমা দেবে। বাংলাদেশের বিভিন্ন অঞ্চলে সংশ্লিষ্ট কর্তৃপক্ষ জানিয়েছেন যে পরিস্থিতি পর্যবেক্ষণ করা হচ্ছে এবং প্রয়োজনীয় ব্যবস্থা গ্রহণের জন্য স্থানীয় প্রশাসনকে নির্দেশ দেওয়া হয়েছে। এলাকাবাসী জানান, দীর্ঘদিন ধরে এই সমস্যা চলে আসছে কিন্তু কোনো স্থায়ী সমাধান পাওয়া যায়নি। সরকারি সূত্র অনুযায়ী আগামী সপ্তাহের মধ্যে একটি বিশেষ কমিটি গঠন করা হবে যারা বিষয়টি তদন্ত করে প্রতিবেদন জমা দেবে। বাংলাদেশের বিভিন্ন অঞ্চলে সংশ্লিষ্ট কর্তৃপক্ষ জানিয়েছেন যে পরিস্থিতি পর্যবেক্ষণ করা হচ্ছে এবং প্রয়োজনীয় ব্যবস্থা গ্রহণের জন্য স্থানীয় প্রশাসনকে নির্দেশ দেওয়া হয়েছে। এলাকাবাসী জানান, দীর্ঘদিন ধরে এই সমস্যা চলে আসছে কিন্তু কোনো স্থায়ী সমাধান পাওয়া যায়নি। সরকারি সূত্র অনুযায়ী আগামী সপ্তাহের মধ্যে একটি বিশেষ কমিটি গঠন করা হবে যারা বিষয়টি তদন্ত করে প্রতিবেদন জমা দেবে। বাংলাদেশের বিভিন্ন অঞ্চলে সংশ্লিষ্ট কর্তৃপক্ষ জানিয়েছেন যে পরিস্থিতি পর্যবেক্ষণ করা হচ্ছে এবং প্রয়োজনীয় ব্যবস্থা গ্রহণের জন্য স্থানীয় প্রশাসনকে নির্দেশ দেওয়া হয়েছে। এলাকাবাসী জানান, দীর্ঘদিন ধরে এই সমস্যা চলে আসছে কিন্তু কোনো স্থায়ী সমাধান পাওয়া যায়নি। সরকারি সূত্র অনুযায়ী আগামী সপ্তাহের মধ্যে একটি বিশেষ কমিটি গঠন করা xyxy=(532,80,698,264)
date-label: ৫ জানুয়ারি, ২০২৬, ২১ পৌষ ১৪৩২ xyxy=(36,14,140,22)
article-title: শীতে কাঁপে পরীর xyxy=(566,455,664,472)
article-body: বাংলাদেশের বিভিন্ন অঞ্চলে সংশ্লিষ্ট কর্তৃপক্ষ জানিয়েছেন যে পরিস্থিতি পর্যবেক্ষণ করা হচ্ছে এবং প্রয়োজনীয় ব্যবস্থা গ্রহণের জন্য স্থানীয় প্রশাসনকে নির্দেশ দেওয়া হয়েছে। এলাকাবাসী জানান, দীর্ঘদিন ধরে এই সমস্যা চলে আসছে কিন্তু কোনো স্থায়ী সমাধান পাওয়া যায়নি। সরকারি সূত্র অনুযায়ী আগামী সপ্তাহের মধ্যে একটি বিশেষ কমিটি গঠন করা হবে যারা বিষয়টি তদন্ত করে প্রতিবেদন জমা দেবে। বাংলাদেশের বিভিন্ন অঞ্চলে সংশ্লিষ্ট কর্তৃপক্ষ জানিয়েছেন xyxy=(356,678,524,721)
article-kicker: (শেষ পৃষ্ঠার পর) xyxy=(68,346,108,354)
article-chal xyxy=(180,525,348,595)
